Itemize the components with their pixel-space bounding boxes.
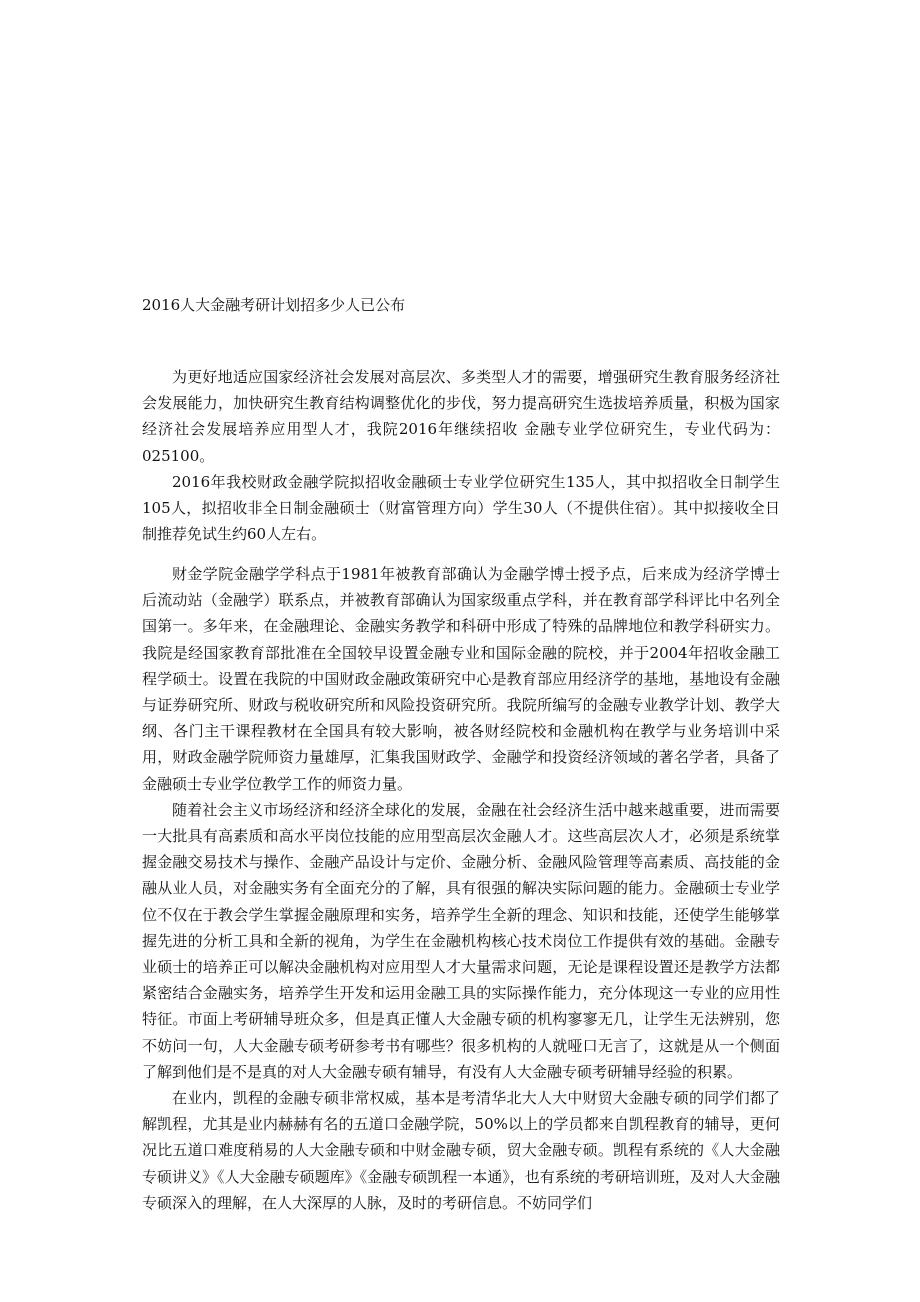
- document-title: 2016人大金融考研计划招多少人已公布: [142, 296, 406, 314]
- paragraph-2: 2016年我校财政金融学院拟招收金融硕士专业学位研究生135人，其中拟招收全日制学生105人，拟招收非全日制金融硕士（财富管理方向）学生30人（不提供住宿）。其中拟接收全日制推荐免试生约60人左右。: [142, 472, 780, 544]
- paragraph-3: 财金学院金融学学科点于1981年被教育部确认为金融学博士授予点，后来成为经济学博士后流动站（金融学）联系点，并被教育部确认为国家级重点学科，并在教育部学科评比中名列全国第一。多年来，在金融理论、金融实务教学和科研中形成了特殊的品牌地位和教学科研实力。我院是经国家教育部批准在全国较早设置金融专业和国际金融的院校，并于2004年招收金融工程学硕士。设置在我院的中国财政金融政策研究中心是教育部应用经济学的基地，基地设有金融与证券研究所、财政与税收研究所和风险投资研究所。我院所编写的金融专业教学计划、教学大纲、各门主干课程教材在全国具有较大影响，被各财经院校和金融机构在教学与业务培训中采用，财政金融学院师资力量雄厚，汇集我国财政学、金融学和投资经济领域的著名学者，具备了金融硕士专业学位教学工作的师资力量。: [142, 565, 780, 793]
- paragraph-4: 随着社会主义市场经济和经济全球化的发展，金融在社会经济生活中越来越重要，进而需要一大批具有高素质和高水平岗位技能的应用型高层次金融人才。这些高层次人才，必须是系统掌握金融交易技术与操作、金融产品设计与定价、金融分析、金融风险管理等高素质、高技能的金融从业人员，对金融实务有全面充分的了解，具有很强的解决实际问题的能力。金融硕士专业学位不仅在于教会学生掌握金融原理和实务，培养学生全新的理念、知识和技能，还使学生能够掌握先进的分析工具和全新的视角，为学生在金融机构核心技术岗位工作提供有效的基础。金融专业硕士的培养正可以解决金融机构对应用型人才大量需求问题，无论是课程设置还是教学方法都紧密结合金融实务，培养学生开发和运用金融工具的实际操作能力，充分体现这一专业的应用性特征。市面上考研辅导班众多，但是真正懂人大金融专硕的机构寥寥无几，让学生无法辨别，您不妨问一句，人大金融专硕考研参考书有哪些？很多机构的人就哑口无言了，这就是从一个侧面了解到他们是不是真的对人大金融专硕有辅导，有没有人大金融专硕考研辅导经验的积累。: [142, 800, 780, 1081]
- paragraph-1: 为更好地适应国家经济社会发展对高层次、多类型人才的需要，增强研究生教育服务经济社会发展能力，加快研究生教育结构调整优化的步伐，努力提高研究生选拔培养质量，积极为国家经济社会发展培养应用型人才，我院2016年继续招收 金融专业学位研究生，专业代码为：025100。: [142, 368, 780, 465]
- document-section-intro: [142, 364, 780, 547]
- document-section-body: [142, 561, 780, 1216]
- paragraph-5: 在业内，凯程的金融专硕非常权威，基本是考清华北大人大中财贸大金融专硕的同学们都了解凯程，尤其是业内赫赫有名的五道口金融学院，50%以上的学员都来自凯程教育的辅导，更何况比五道口难度稍易的人大金融专硕和中财金融专硕，贸大金融专硕。凯程有系统的《人大金融专硕讲义》《人大金融专硕题库》《金融专硕凯程一本通》，也有系统的考研培训班，及对人大金融专硕深入的理解，在人大深厚的人脉，及时的考研信息。不妨同学们: [142, 1089, 780, 1212]
